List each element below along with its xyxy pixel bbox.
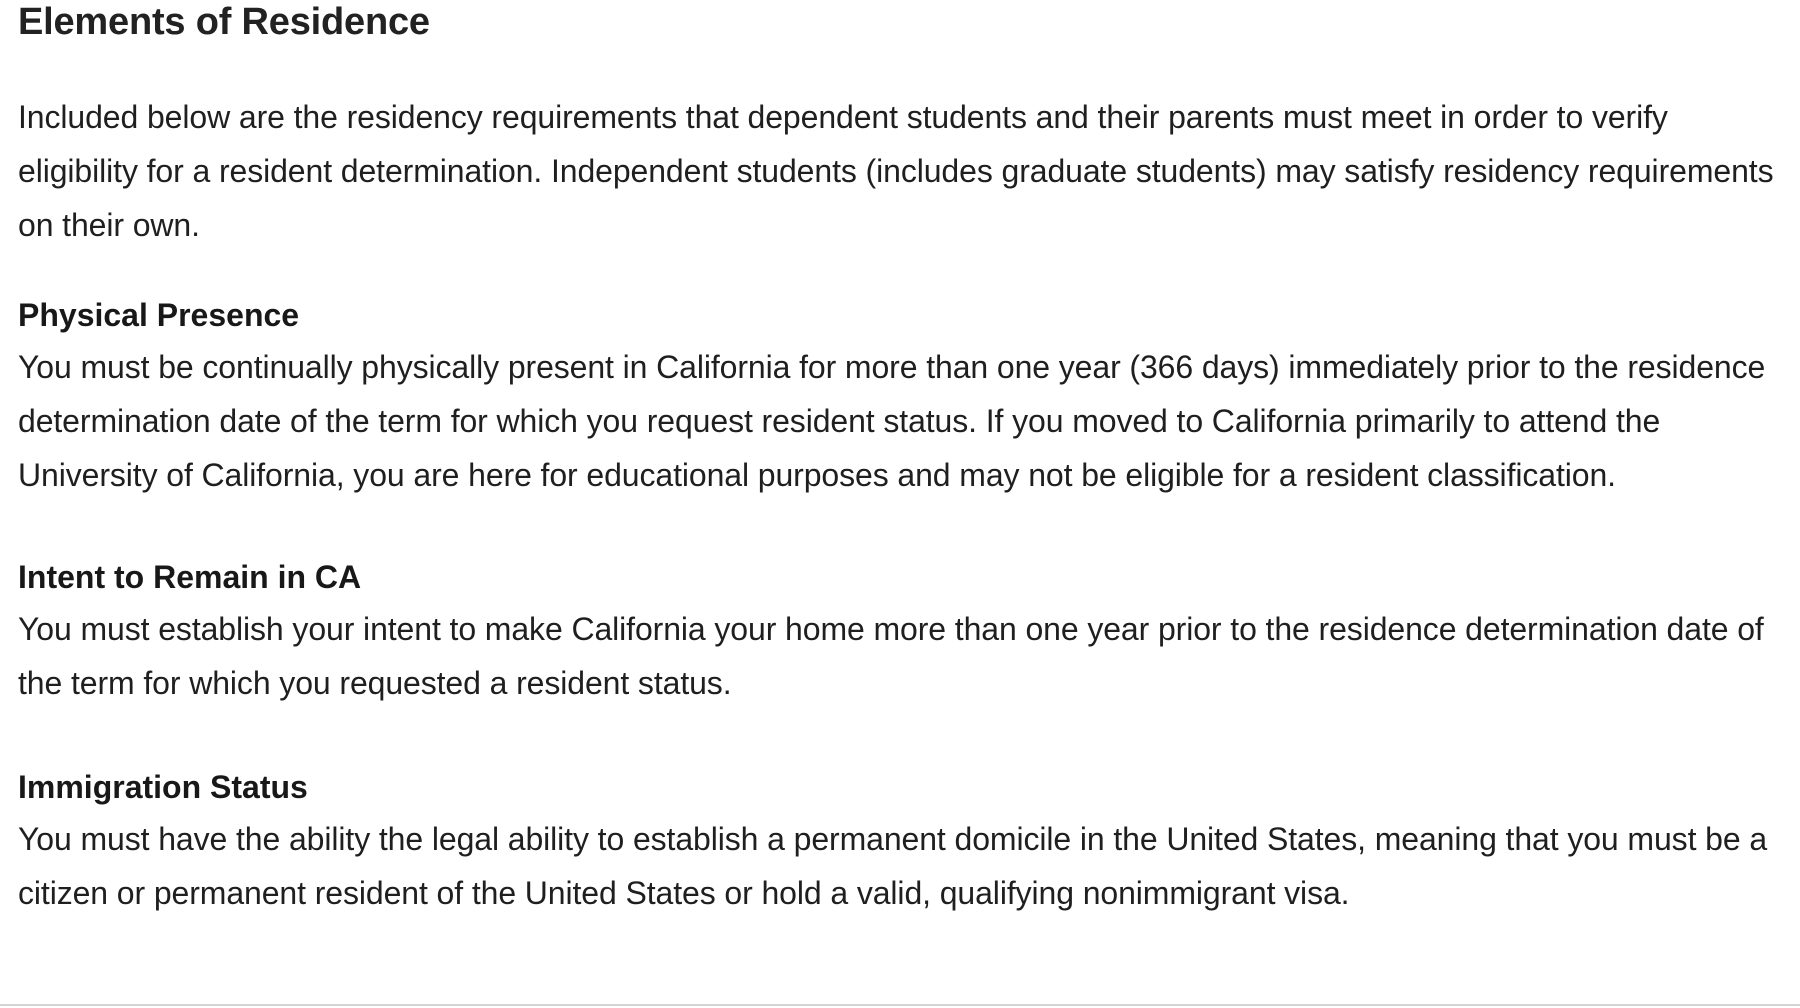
page-title: Elements of Residence: [18, 1, 430, 43]
section-heading: Immigration Status: [18, 769, 308, 805]
section-body: You must be continually physically present in California for more than one year (366 days) immediately prior to the residence determination date of the term for which you request resident status. If you moved to California primarily to attend the University of California, you are here for educational purposes and may not be eligible for a resident classification.: [18, 349, 1766, 493]
section-physical-presence: [18, 290, 1788, 502]
section-body: You must establish your intent to make California your home more than one year prior to the residence determination date of the term for which you requested a resident status.: [18, 611, 1764, 701]
section-heading: Intent to Remain in CA: [18, 559, 362, 595]
section-body: You must have the ability the legal ability to establish a permanent domicile in the United States, meaning that you must be a citizen or permanent resident of the United States or hold a valid, qualifying nonimmigrant visa.: [18, 821, 1768, 911]
bottom-divider: [0, 1004, 1800, 1006]
section-heading: Physical Presence: [18, 297, 300, 333]
residence-content: [18, 0, 1788, 920]
section-immigration-status: [18, 762, 1788, 920]
intro-paragraph: Included below are the residency requirements that dependent students and their parents must meet in order to verify eligibility for a resident determination. Independent students (includes graduate students) may satisfy residency requirements on their own.: [18, 99, 1774, 243]
section-intent-to-remain: [18, 552, 1788, 710]
